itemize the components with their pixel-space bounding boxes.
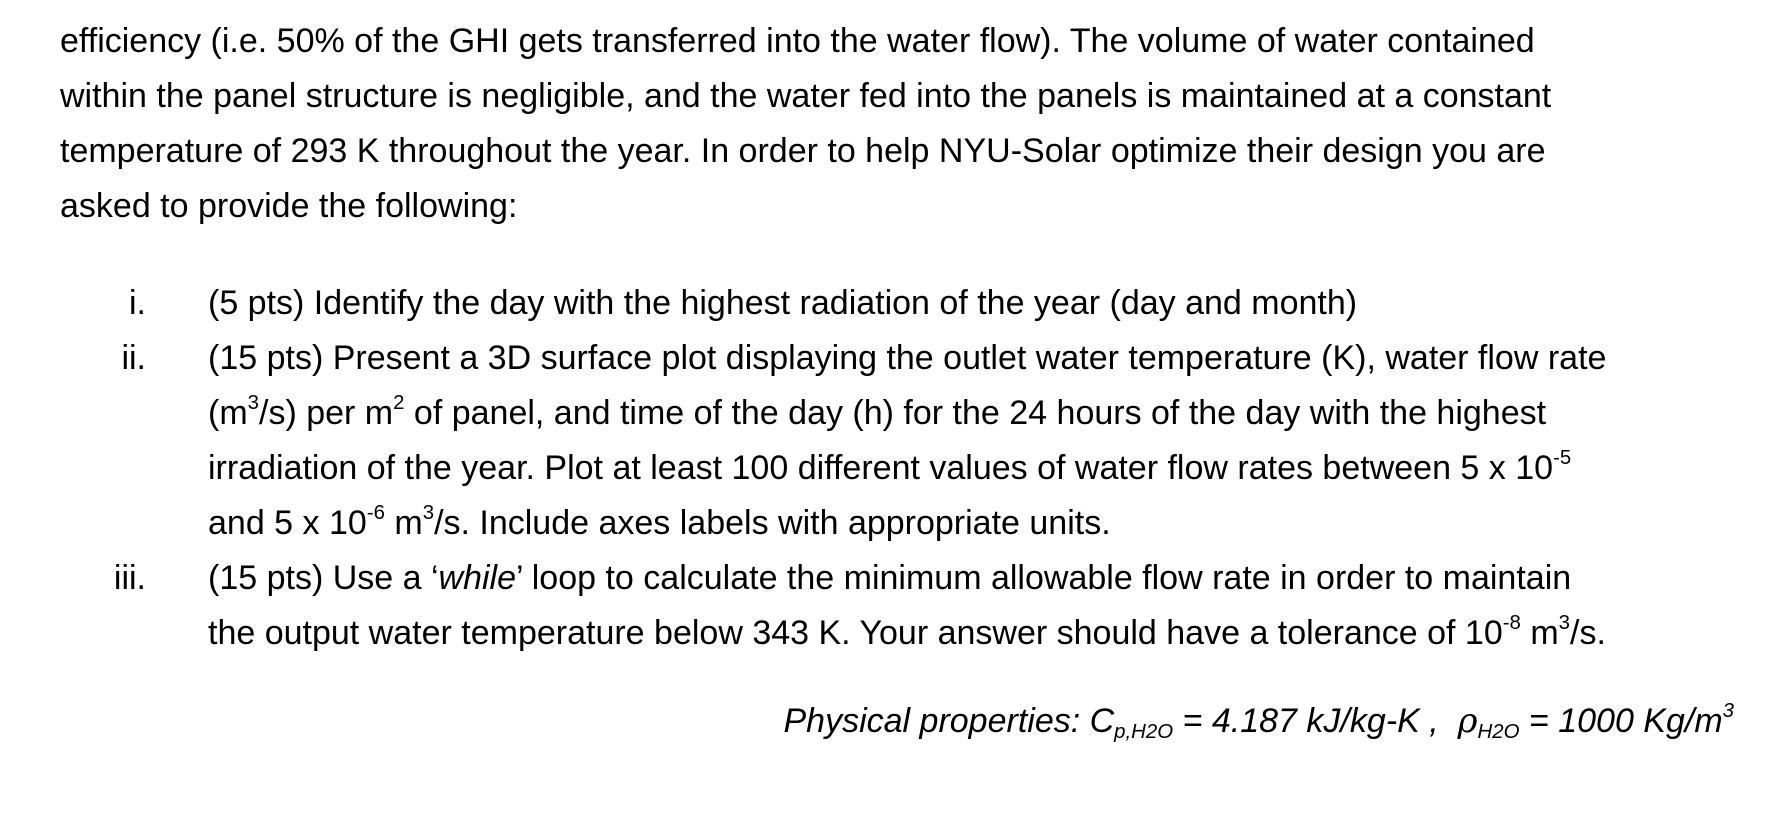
superscript: 2 [393, 391, 405, 414]
text-run: (m [208, 394, 248, 432]
text-run: ’ loop to calculate the minimum allowable flow rate in order to maintain [516, 559, 1572, 597]
superscript: 3 [1558, 611, 1571, 634]
task-line [208, 386, 1772, 441]
task-list [0, 276, 1772, 661]
task-line [208, 551, 1772, 606]
physical-properties [783, 694, 1734, 749]
list-marker: i. [129, 284, 146, 322]
text-run: /s. [1570, 614, 1606, 652]
text-run: /s. Include axes labels with appropriate units. [434, 504, 1111, 542]
properties-label: Physical properties: C [783, 702, 1115, 740]
text-run: of panel, and time of the day (h) for the 24 hours of the day with the highest [404, 394, 1547, 432]
intro-line: efficiency (i.e. 50% of the GHI gets transferred into the water flow). The volume of water contained [60, 22, 1535, 60]
text-run: /s) per m [259, 394, 394, 432]
superscript: -6 [366, 501, 385, 524]
list-marker: ii. [121, 339, 146, 377]
italic-keyword: while [438, 559, 517, 597]
task-item-ii [0, 331, 1772, 551]
text-run: the output water temperature below 343 K. Your answer should have a tolerance of 10 [208, 614, 1503, 652]
list-marker: iii. [113, 559, 146, 597]
rho-symbol: ρ [1457, 701, 1478, 741]
superscript: -5 [1553, 446, 1572, 469]
text-run: irradiation of the year. Plot at least 100 different values of water flow rates between 5 x 10 [208, 449, 1554, 487]
superscript: 3 [247, 391, 259, 414]
superscript: -8 [1502, 611, 1521, 634]
task-line [208, 496, 1772, 551]
intro-line: temperature of 293 K throughout the year. In order to help NYU-Solar optimize their design you are [60, 132, 1546, 170]
task-text [208, 331, 1772, 551]
text-run: (15 pts) Use a ‘ [208, 559, 439, 597]
task-line [208, 606, 1772, 661]
rho-value: = 1000 Kg/m [1519, 702, 1723, 740]
cp-value: = 4.187 kJ/kg-K , [1173, 702, 1458, 740]
task-item-i [0, 276, 1772, 331]
task-line: (5 pts) Identify the day with the highest radiation of the year (day and month) [208, 284, 1358, 322]
text-run: m [1520, 614, 1559, 652]
subscript: H2O [1477, 721, 1520, 744]
intro-paragraph [60, 14, 1740, 234]
text-run: m [384, 504, 423, 542]
task-line: (15 pts) Present a 3D surface plot displaying the outlet water temperature (K), water flow rate [208, 339, 1607, 377]
task-line [208, 441, 1772, 496]
superscript: 3 [422, 501, 435, 524]
text-run: and 5 x 10 [208, 504, 367, 542]
subscript: p,H2O [1114, 721, 1174, 744]
task-item-iii [0, 551, 1772, 661]
intro-line: asked to provide the following: [60, 187, 518, 225]
task-text [208, 276, 1772, 331]
task-text [208, 551, 1772, 661]
intro-line: within the panel structure is negligible, and the water fed into the panels is maintained at a constant [60, 77, 1552, 115]
superscript: 3 [1722, 699, 1734, 722]
